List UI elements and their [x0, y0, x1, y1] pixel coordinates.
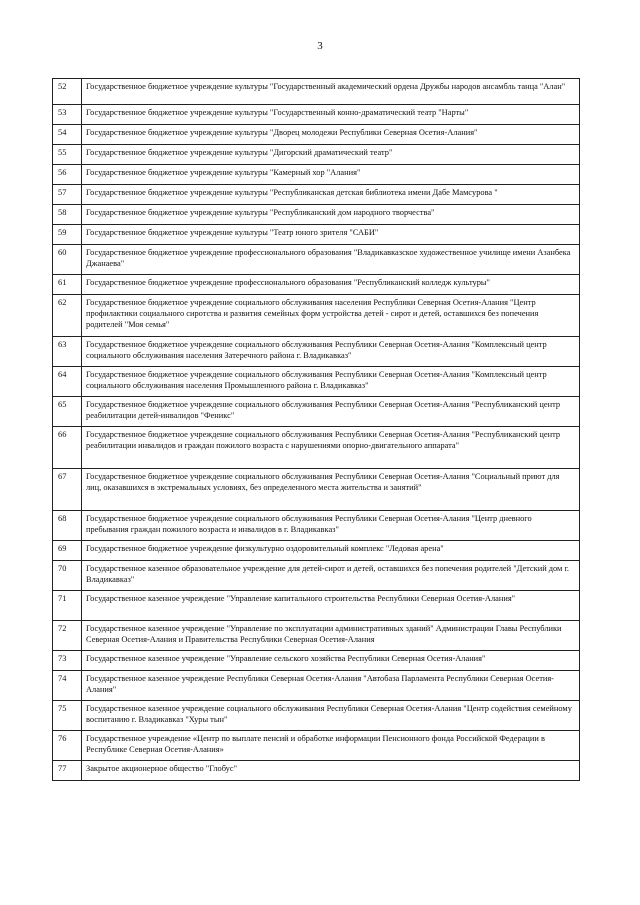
row-number: 70: [53, 561, 82, 591]
organization-name: Государственное бюджетное учреждение культуры "Дигорский драматический театр": [82, 145, 580, 165]
organization-name: Государственное казенное образовательное учреждение для детей-сирот и детей, оставшихся без попечения родителей "Детский дом г. Владикавказ": [82, 561, 580, 591]
table-body: [53, 79, 580, 781]
row-number: 66: [53, 427, 82, 469]
row-number: 56: [53, 165, 82, 185]
table-row: [53, 621, 580, 651]
table-row: [53, 145, 580, 165]
table-row: [53, 165, 580, 185]
table-row: [53, 79, 580, 105]
organization-name: Государственное бюджетное учреждение культуры "Театр юного зрителя "САБИ": [82, 225, 580, 245]
organization-name: Закрытое акционерное общество "Глобус": [82, 761, 580, 781]
row-number: 76: [53, 731, 82, 761]
organization-name: Государственное бюджетное учреждение социального обслуживания населения Республики Северная Осетия-Алания "Центр профилактики социального сиротства и развития семейных форм устройства детей - сирот и детей, оставшихся без попечения родителей "Моя семья": [82, 295, 580, 337]
table-row: [53, 397, 580, 427]
table-row: [53, 205, 580, 225]
table-row: [53, 295, 580, 337]
organization-name: Государственное бюджетное учреждение социального обслуживания Республики Северная Осетия-Алания "Комплексный центр социального обслуживания населения Промышленного района г. Владикавказ": [82, 367, 580, 397]
row-number: 57: [53, 185, 82, 205]
table-row: [53, 511, 580, 541]
row-number: 68: [53, 511, 82, 541]
row-number: 67: [53, 469, 82, 511]
table-row: [53, 761, 580, 781]
table-row: [53, 427, 580, 469]
table-row: [53, 469, 580, 511]
organization-name: Государственное бюджетное учреждение профессионального образования "Владикавказское художественное училище имени Азанбека Джанаева": [82, 245, 580, 275]
row-number: 58: [53, 205, 82, 225]
table-row: [53, 671, 580, 701]
organization-name: Государственное казенное учреждение Республики Северная Осетия-Алания "Автобаза Парламента Республики Северная Осетия-Алания": [82, 671, 580, 701]
table-row: [53, 591, 580, 621]
table-row: [53, 701, 580, 731]
row-number: 75: [53, 701, 82, 731]
table-row: [53, 651, 580, 671]
organization-name: Государственное бюджетное учреждение культуры "Республиканский дом народного творчества": [82, 205, 580, 225]
row-number: 62: [53, 295, 82, 337]
table-row: [53, 125, 580, 145]
table-row: [53, 225, 580, 245]
row-number: 65: [53, 397, 82, 427]
organization-name: Государственное казенное учреждение "Управление по эксплуатации административных зданий" Администрации Главы Республики Северная Осетия-Алания и Правительства Республики Северная Осетия-Алания: [82, 621, 580, 651]
table-row: [53, 561, 580, 591]
organization-name: Государственное бюджетное учреждение социального обслуживания Республики Северная Осетия-Алания "Центр дневного пребывания граждан пожилого возраста и инвалидов в г. Владикавказ": [82, 511, 580, 541]
table-row: [53, 337, 580, 367]
organization-name: Государственное бюджетное учреждение культуры "Государственный конно-драматический театр "Нарты": [82, 105, 580, 125]
table-row: [53, 731, 580, 761]
row-number: 61: [53, 275, 82, 295]
organization-name: Государственное казенное учреждение "Управление сельского хозяйства Республики Северная Осетия-Алания": [82, 651, 580, 671]
organization-name: Государственное казенное учреждение социального обслуживания Республики Северная Осетия-Алания "Центр содействия семейному воспитанию г. Владикавказ "Хуры тын": [82, 701, 580, 731]
organization-name: Государственное бюджетное учреждение социального обслуживания Республики Северная Осетия-Алания "Республиканский центр реабилитации инвалидов и граждан пожилого возраста с нарушениями опорно-двигательного аппарата": [82, 427, 580, 469]
row-number: 53: [53, 105, 82, 125]
row-number: 74: [53, 671, 82, 701]
page-number: 3: [317, 40, 323, 52]
table-row: [53, 541, 580, 561]
organization-name: Государственное бюджетное учреждение культуры "Государственный академический ордена Дружбы народов ансамбль танца "Алан": [82, 79, 580, 105]
organization-name: Государственное бюджетное учреждение социального обслуживания Республики Северная Осетия-Алания "Социальный приют для лиц, оказавшихся в экстремальных условиях, без определенного места жительства и занятий": [82, 469, 580, 511]
table-row: [53, 367, 580, 397]
row-number: 52: [53, 79, 82, 105]
organization-name: Государственное бюджетное учреждение социального обслуживания Республики Северная Осетия-Алания "Республиканский центр реабилитации детей-инвалидов "Феникс": [82, 397, 580, 427]
row-number: 73: [53, 651, 82, 671]
organization-name: Государственное бюджетное учреждение профессионального образования "Республиканский колледж культуры": [82, 275, 580, 295]
row-number: 54: [53, 125, 82, 145]
row-number: 77: [53, 761, 82, 781]
table-row: [53, 105, 580, 125]
table-row: [53, 185, 580, 205]
organization-name: Государственное учреждение «Центр по выплате пенсий и обработке информации Пенсионного фонда Российской Федерации в Республике Северная Осетия-Алания»: [82, 731, 580, 761]
table-row: [53, 245, 580, 275]
organization-name: Государственное бюджетное учреждение физкультурно оздоровительный комплекс "Ледовая арена": [82, 541, 580, 561]
row-number: 59: [53, 225, 82, 245]
organizations-table: [52, 78, 580, 781]
organization-name: Государственное казенное учреждение "Управление капитального строительства Республики Северная Осетия-Алания": [82, 591, 580, 621]
row-number: 69: [53, 541, 82, 561]
row-number: 71: [53, 591, 82, 621]
row-number: 72: [53, 621, 82, 651]
organization-name: Государственное бюджетное учреждение культуры "Республиканская детская библиотека имени Дабе Мамсурова ": [82, 185, 580, 205]
table-row: [53, 275, 580, 295]
row-number: 60: [53, 245, 82, 275]
organization-name: Государственное бюджетное учреждение социального обслуживания Республики Северная Осетия-Алания "Комплексный центр социального обслуживания населения Затеречного района г. Владикавказ": [82, 337, 580, 367]
row-number: 63: [53, 337, 82, 367]
row-number: 64: [53, 367, 82, 397]
organization-name: Государственное бюджетное учреждение культуры "Дворец молодежи Республики Северная Осетия-Алания": [82, 125, 580, 145]
row-number: 55: [53, 145, 82, 165]
organization-name: Государственное бюджетное учреждение культуры "Камерный хор "Алания": [82, 165, 580, 185]
